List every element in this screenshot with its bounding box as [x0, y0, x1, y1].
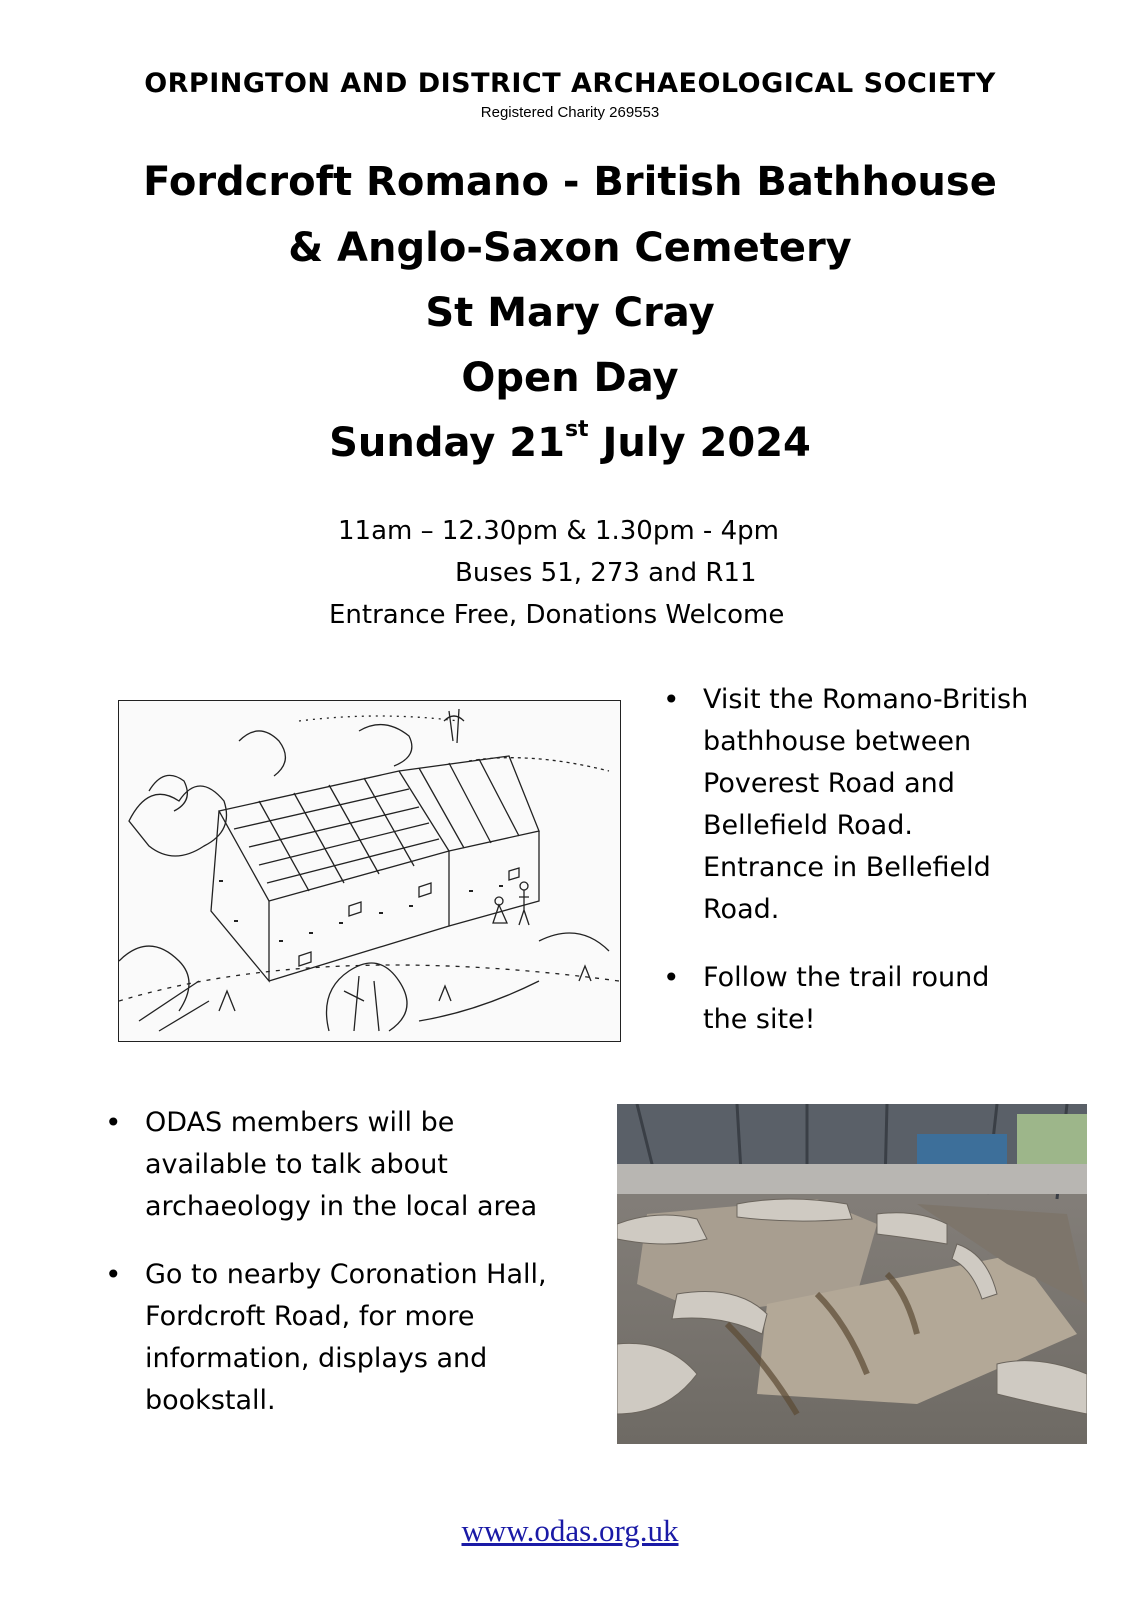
title-line-3: St Mary Cray [425, 290, 715, 336]
bathhouse-sketch-image [118, 700, 621, 1042]
date-ordinal: st [564, 417, 589, 442]
date-prefix: Sunday 21 [329, 420, 565, 466]
bus-routes: Buses 51, 273 and R11 [455, 558, 757, 588]
entrance-info: Entrance Free, Donations Welcome [329, 600, 785, 630]
title-line-2: & Anglo-Saxon Cemetery [288, 225, 852, 271]
right-bullet-list [703, 679, 1033, 1041]
list-item: • ODAS members will be available to talk about archaeology in the local area [145, 1102, 575, 1228]
title-line-4: Open Day [461, 355, 679, 401]
excavation-site-photo [617, 1104, 1087, 1444]
list-item: • Visit the Romano-British bathhouse between Poverest Road and Bellefield Road. Entrance in Bellefield Road. [703, 679, 1033, 931]
left-bullet-list [145, 1102, 575, 1422]
title-line-1: Fordcroft Romano - British Bathhouse [143, 159, 997, 205]
society-name: ORPINGTON AND DISTRICT ARCHAEOLOGICAL SOCIETY [144, 68, 996, 99]
website-link[interactable]: www.odas.org.uk [461, 1513, 679, 1548]
event-date [0, 410, 1140, 476]
date-rest: July 2024 [588, 420, 811, 466]
charity-number: Registered Charity 269553 [480, 104, 660, 121]
list-item: • Follow the trail round the site! [703, 957, 1033, 1041]
opening-times: 11am – 12.30pm & 1.30pm - 4pm [338, 516, 779, 546]
list-item: • Go to nearby Coronation Hall, Fordcroft Road, for more information, displays and bookstall. [145, 1254, 575, 1422]
